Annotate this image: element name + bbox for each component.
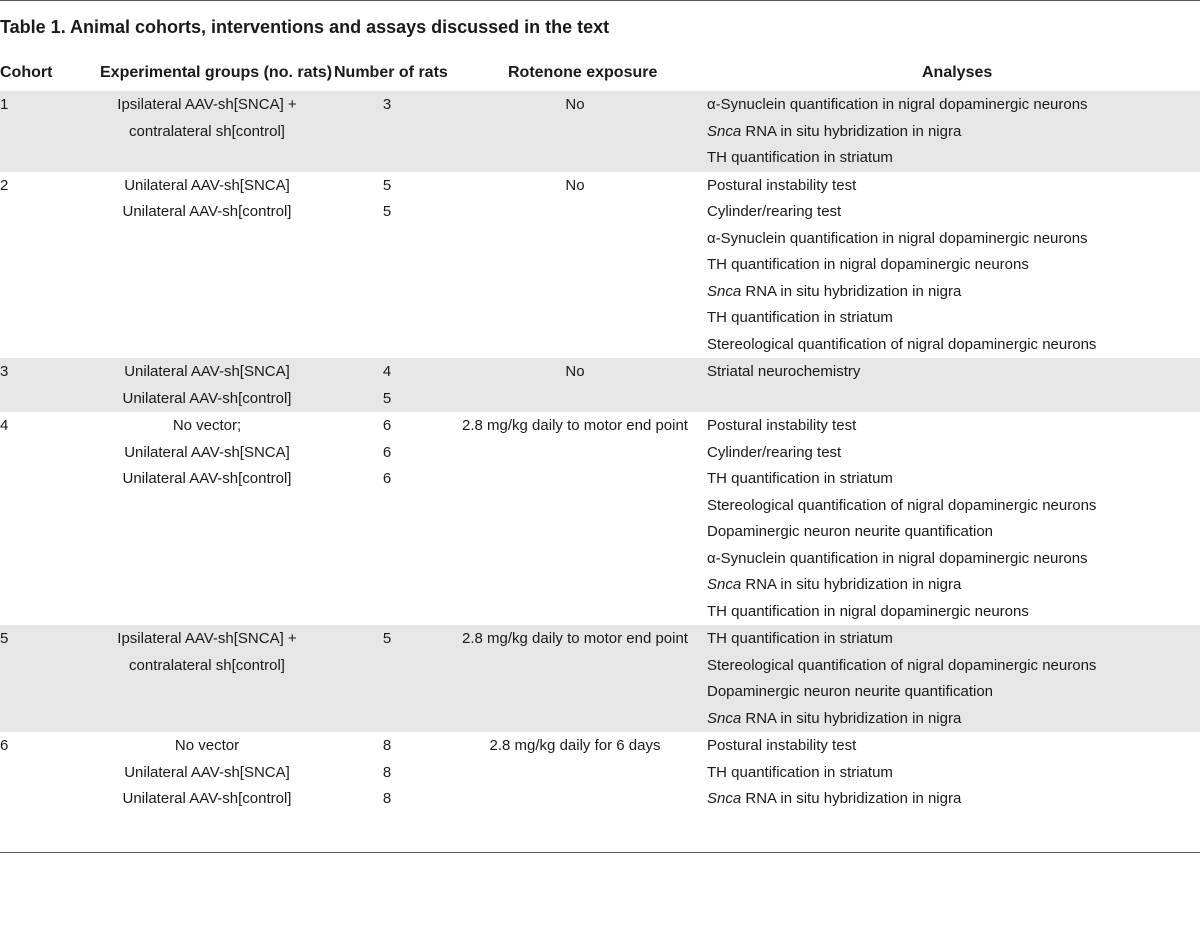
number-of-rats-cell	[337, 359, 437, 412]
analysis-text: TH quantification in striatum	[707, 470, 893, 487]
rotenone-exposure-cell	[455, 173, 695, 200]
cohort-cell: 5	[0, 630, 9, 647]
analysis-text: TH quantification in striatum	[707, 630, 893, 647]
group-line: Ipsilateral AAV-sh[SNCA] +	[117, 96, 297, 113]
rat-count: 6	[382, 470, 392, 487]
analysis-text: RNA in situ hybridization in nigra	[741, 576, 962, 593]
analysis-line	[707, 786, 1187, 813]
analysis-line	[707, 226, 1187, 253]
group-line: contralateral sh[control]	[129, 656, 285, 674]
gene-name: Snca	[707, 709, 742, 727]
analysis-text: α-Synuclein quantification in nigral dopaminergic neurons	[707, 229, 1088, 247]
rotenone-exposure-cell	[455, 359, 695, 386]
number-of-rats-cell	[337, 626, 437, 653]
number-of-rats-cell	[337, 92, 437, 119]
rotenone-line: 2.8 mg/kg daily to motor end point	[462, 417, 688, 434]
analysis-text: α-Synuclein quantification in nigral dopaminergic neurons	[707, 96, 1088, 113]
experimental-groups-cell	[98, 626, 316, 679]
analysis-line	[707, 572, 1187, 599]
analysis-text: Dopaminergic neuron neurite quantification	[707, 683, 994, 700]
group-line: Unilateral AAV-sh[control]	[122, 203, 292, 220]
bottom-rule	[0, 852, 1200, 853]
analysis-text: Stereological quantification of nigral dopaminergic neurons	[707, 335, 1097, 353]
group-line: Unilateral AAV-sh[SNCA]	[124, 443, 290, 461]
analyses-cell	[707, 359, 1187, 386]
table-caption: Table 1. Animal cohorts, interventions and assays discussed in the text	[0, 17, 610, 37]
rotenone-line: No	[565, 176, 585, 194]
header-analyses: Analyses	[922, 64, 993, 81]
group-line: No vector	[174, 737, 240, 754]
analysis-line	[707, 199, 1187, 226]
group-line: contralateral sh[control]	[129, 122, 285, 140]
analysis-text: Postural instability test	[707, 417, 857, 434]
analysis-line	[707, 519, 1187, 546]
rotenone-exposure-cell	[455, 626, 695, 653]
rat-count: 4	[382, 363, 392, 380]
analysis-line	[707, 305, 1187, 332]
cohort-cell: 6	[0, 737, 9, 754]
group-line: Unilateral AAV-sh[SNCA]	[124, 363, 290, 380]
gene-name: Snca	[707, 282, 742, 300]
analysis-text: Postural instability test	[707, 737, 857, 754]
rat-count: 6	[382, 417, 392, 434]
analyses-cell	[707, 413, 1187, 625]
group-line: Unilateral AAV-sh[control]	[122, 389, 292, 407]
rat-count: 8	[382, 763, 392, 781]
analysis-line	[707, 252, 1187, 279]
analysis-line	[707, 599, 1187, 626]
cohort-cell: 3	[0, 363, 9, 380]
group-line: Unilateral AAV-sh[SNCA]	[124, 763, 290, 781]
analysis-line	[707, 626, 1187, 653]
rat-count: 6	[382, 443, 392, 461]
experimental-groups-cell	[98, 173, 316, 226]
rat-count: 8	[382, 790, 392, 807]
analyses-cell	[707, 733, 1187, 813]
analysis-line	[707, 279, 1187, 306]
experimental-groups-cell	[98, 733, 316, 813]
analysis-text: Postural instability test	[707, 176, 857, 194]
analysis-line	[707, 413, 1187, 440]
analysis-text: RNA in situ hybridization in nigra	[741, 790, 962, 807]
analysis-text: Striatal neurochemistry	[707, 363, 861, 380]
group-line: No vector;	[172, 417, 242, 434]
analysis-text: RNA in situ hybridization in nigra	[741, 709, 962, 727]
cohort-cell: 4	[0, 417, 9, 434]
header-cohort: Cohort	[0, 64, 53, 81]
experimental-groups-cell	[98, 359, 316, 412]
header-rotenone-exposure: Rotenone exposure	[508, 64, 658, 81]
group-line: Unilateral AAV-sh[control]	[122, 470, 292, 487]
analysis-text: TH quantification in striatum	[707, 149, 893, 166]
rotenone-line: 2.8 mg/kg daily for 6 days	[489, 737, 661, 754]
analysis-line	[707, 679, 1187, 706]
analysis-text: TH quantification in nigral dopaminergic neurons	[707, 256, 1029, 273]
analysis-text: RNA in situ hybridization in nigra	[741, 282, 962, 300]
rotenone-line: 2.8 mg/kg daily to motor end point	[462, 630, 688, 647]
analyses-cell	[707, 626, 1187, 732]
gene-name: Snca	[707, 576, 742, 593]
group-line: Unilateral AAV-sh[control]	[122, 790, 292, 807]
rotenone-exposure-cell	[455, 92, 695, 119]
number-of-rats-cell	[337, 173, 437, 226]
experimental-groups-cell	[98, 92, 316, 145]
header-number-of-rats: Number of rats	[334, 64, 448, 81]
analysis-line	[707, 493, 1187, 520]
analysis-line	[707, 546, 1187, 573]
analysis-text: Cylinder/rearing test	[707, 443, 842, 461]
analysis-text: TH quantification in striatum	[707, 309, 893, 326]
experimental-groups-cell	[98, 413, 316, 493]
rat-count: 8	[382, 737, 392, 754]
analysis-text: TH quantification in nigral dopaminergic neurons	[707, 602, 1029, 620]
gene-name: Snca	[707, 790, 742, 807]
rotenone-exposure-cell	[455, 733, 695, 760]
analysis-line	[707, 706, 1187, 733]
analysis-line	[707, 440, 1187, 467]
analysis-text: Stereological quantification of nigral dopaminergic neurons	[707, 496, 1097, 514]
analysis-line	[707, 173, 1187, 200]
rotenone-line: No	[565, 96, 585, 113]
rat-count: 5	[382, 203, 392, 220]
rat-count: 5	[382, 389, 392, 407]
analysis-line	[707, 359, 1187, 386]
number-of-rats-cell	[337, 733, 437, 813]
analysis-text: TH quantification in striatum	[707, 763, 893, 781]
analysis-line	[707, 653, 1187, 680]
analysis-text: Dopaminergic neuron neurite quantification	[707, 523, 994, 540]
group-line: Ipsilateral AAV-sh[SNCA] +	[117, 630, 297, 647]
analysis-line	[707, 92, 1187, 119]
analysis-line	[707, 119, 1187, 146]
gene-name: Snca	[707, 122, 742, 140]
top-rule	[0, 0, 1200, 1]
rat-count: 5	[382, 176, 392, 194]
analysis-line	[707, 466, 1187, 493]
analysis-text: Stereological quantification of nigral dopaminergic neurons	[707, 656, 1097, 674]
analysis-line	[707, 145, 1187, 172]
cohort-cell: 1	[0, 96, 9, 113]
rotenone-exposure-cell	[455, 413, 695, 440]
analyses-cell	[707, 173, 1187, 359]
header-experimental-groups: Experimental groups (no. rats)	[100, 64, 333, 81]
analysis-text: RNA in situ hybridization in nigra	[741, 122, 962, 140]
analysis-line	[707, 733, 1187, 760]
rotenone-line: No	[565, 363, 585, 380]
analysis-text: Cylinder/rearing test	[707, 203, 842, 220]
rat-count: 3	[382, 96, 392, 113]
rat-count: 5	[382, 630, 392, 647]
analysis-line	[707, 332, 1187, 359]
number-of-rats-cell	[337, 413, 437, 493]
analysis-text: α-Synuclein quantification in nigral dopaminergic neurons	[707, 549, 1088, 567]
analyses-cell	[707, 92, 1187, 172]
group-line: Unilateral AAV-sh[SNCA]	[124, 176, 290, 194]
analysis-line	[707, 760, 1187, 787]
cohort-cell: 2	[0, 176, 9, 194]
